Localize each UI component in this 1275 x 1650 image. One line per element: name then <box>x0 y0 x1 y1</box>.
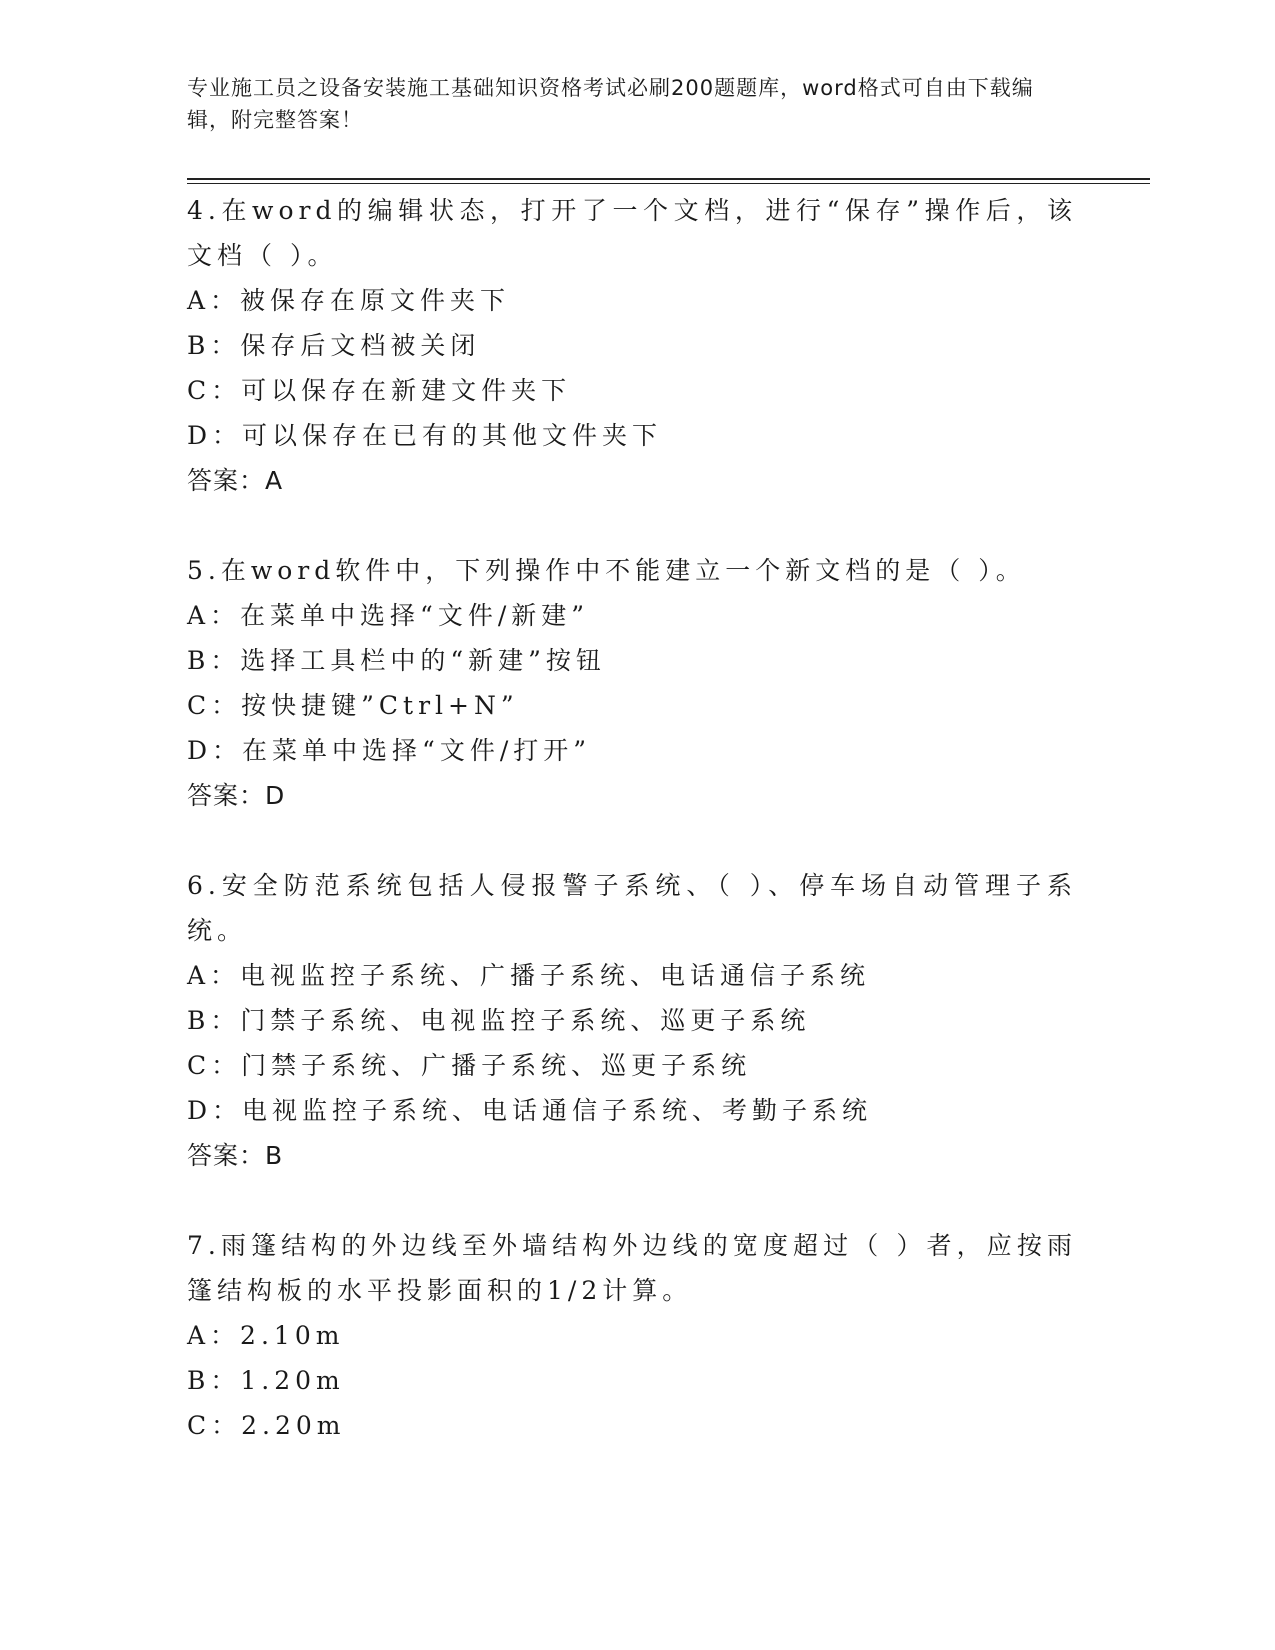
option-d: D：可以保存在已有的其他文件夹下 <box>187 421 663 450</box>
option-b: B：选择工具栏中的“新建”按钮 <box>187 646 606 675</box>
question-list <box>187 188 1077 1448</box>
header-divider-thick <box>187 178 1150 180</box>
question-4 <box>187 188 1077 503</box>
option-b: B：保存后文档被关闭 <box>187 331 481 360</box>
question-text: 4.在word的编辑状态，打开了一个文档，进行“保存”操作后，该文档（ ）。 <box>187 196 1077 270</box>
option-d: D：电视监控子系统、电话通信子系统、考勤子系统 <box>187 1096 873 1125</box>
option-a: A：电视监控子系统、广播子系统、电话通信子系统 <box>187 961 871 990</box>
question-text: 6.安全防范系统包括人侵报警子系统、（ ）、停车场自动管理子系统。 <box>187 871 1077 945</box>
document-header: 专业施工员之设备安装施工基础知识资格考试必刷200题题库，word格式可自由下载编辑，附完整答案！ <box>187 76 1034 132</box>
answer-line: 答案：B <box>187 1141 284 1170</box>
option-b: B：门禁子系统、电视监控子系统、巡更子系统 <box>187 1006 811 1035</box>
option-a: A：被保存在原文件夹下 <box>187 286 511 315</box>
option-c: C：门禁子系统、广播子系统、巡更子系统 <box>187 1051 752 1080</box>
option-c: C：可以保存在新建文件夹下 <box>187 376 572 405</box>
option-a: A：2.10m <box>187 1321 345 1350</box>
answer-line: 答案：D <box>187 781 286 810</box>
question-7 <box>187 1223 1077 1448</box>
option-b: B：1.20m <box>187 1366 345 1395</box>
answer-line: 答案：A <box>187 466 284 495</box>
header-divider-thin <box>187 183 1150 184</box>
question-text: 7.雨篷结构的外边线至外墙结构外边线的宽度超过（ ）者，应按雨篷结构板的水平投影面积的1/2计算。 <box>187 1231 1077 1305</box>
question-text: 5.在word软件中，下列操作中不能建立一个新文档的是（ ）。 <box>187 556 1026 585</box>
option-c: C：按快捷键”Ctrl+N” <box>187 691 519 720</box>
option-d: D：在菜单中选择“文件/打开” <box>187 736 592 765</box>
question-5 <box>187 548 1077 818</box>
option-c: C：2.20m <box>187 1411 346 1440</box>
question-6 <box>187 863 1077 1178</box>
option-a: A：在菜单中选择“文件/新建” <box>187 601 590 630</box>
